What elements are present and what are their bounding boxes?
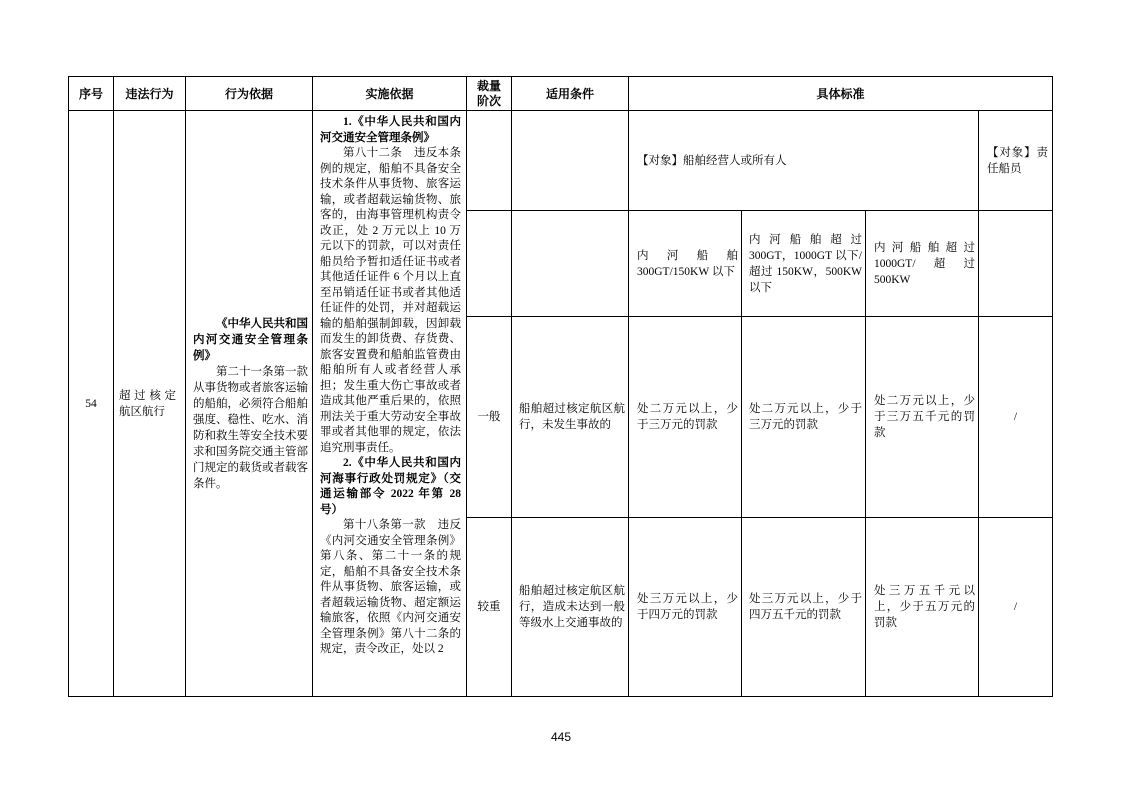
header-implementation: 实施依据 (313, 77, 467, 111)
level-cell-empty (467, 211, 512, 317)
level-cell-empty (467, 111, 512, 211)
crew-cell-empty (979, 211, 1053, 317)
entry-index: 54 (69, 111, 114, 697)
header-level (467, 77, 512, 111)
header-violation: 违法行为 (114, 77, 186, 111)
tonnage-tier-1: 内河船舶 300GT/150KW 以下 (629, 211, 742, 317)
level-general: 一般 (467, 317, 512, 518)
tonnage-tier-3: 内河船舶超过 1000GT/超过 500KW (866, 211, 979, 317)
penalty-serious-tier-2: 处三万元以上，少于四万五千元的罚款 (742, 518, 866, 697)
implementation-content (320, 111, 461, 693)
header-index: 序号 (69, 77, 114, 111)
header-level-line2: 阶次 (476, 93, 501, 108)
header-standard: 具体标准 (629, 77, 1053, 111)
crew-penalty-serious: / (979, 518, 1053, 697)
target-crew: 【对象】责任船员 (979, 111, 1053, 211)
tonnage-tier-2: 内河船舶超过300GT，1000GT 以下/超过 150KW，500KW 以下 (742, 211, 866, 317)
header-row (69, 77, 1053, 111)
implementation-cell (313, 111, 467, 697)
target-owner: 【对象】船舶经营人或所有人 (629, 111, 979, 211)
penalty-general-tier-1: 处二万元以上，少于三万元的罚款 (629, 317, 742, 518)
page-number: 445 (550, 730, 572, 744)
implementation-text-1: 第八十二条 违反本条例的规定，船舶不具备安全技术条件从事货物、旅客运输，或者超载运输货物、旅客的，由海事管理机构责令改正，处 2 万元以上 10 万元以下的罚款，可以对责任船员给予暂扣适任证书或者其他适任证件 6 个月以上直至吊销适任证书或者其他适任证件的处罚，并对超载运输的船舶强制卸载，因卸载而发生的卸货费、存货费、旅客安置费和船舶监管费由船舶所有人或者经营人承担；发生重大伤亡事故或者造成其他严重后果的，依照刑法关于重大劳动安全事故罪或者其他罪的规定，依法追究刑事责任。 (320, 147, 461, 454)
header-level-line1: 裁量 (476, 78, 501, 93)
basis-cell (186, 111, 320, 697)
level-serious: 较重 (467, 518, 512, 697)
implementation-title-1: 1.《中华人民共和国内河交通安全管理条例》 (320, 116, 461, 144)
condition-cell-empty (512, 211, 629, 317)
basis-text: 第二十一条第一款 从事货物或者旅客运输的船舶，必须符合船舶强度、稳性、吃水、消防和救生等安全技术要求和国务院交通主管部门规定的载货或者载客条件。 (193, 365, 320, 490)
table-row-targets (69, 111, 1053, 211)
basis-title: 《中华人民共和国内河交通安全管理条例》 (193, 317, 308, 362)
implementation-text-2: 第十八条第一款 违反《内河交通安全管理条例》第八条、第二十一条的规定，船舶不具备安全技术条件从事货物、旅客运输，或者超载运输货物、超定额运输旅客，依照《内河交通安全管理条例》第八十二条的规定，责令改正，处以 2 (320, 519, 461, 655)
condition-general: 船舶超过核定航区航行，未发生事故的 (512, 317, 629, 518)
penalty-serious-tier-3: 处三万五千元以上，少于五万元的罚款 (866, 518, 979, 697)
violation-cell: 超过核定航区航行 (114, 111, 186, 697)
condition-serious: 船舶超过核定航区航行，造成未达到一般等级水上交通事故的 (512, 518, 629, 697)
implementation-title-2: 2.《中华人民共和国内河海事行政处罚规定》（交通运输部令 2022 年第 28 号） (320, 457, 461, 516)
crew-penalty-general: / (979, 317, 1053, 518)
header-condition: 适用条件 (512, 77, 629, 111)
penalty-standard-table (68, 76, 1053, 697)
penalty-serious-tier-1: 处三万元以上，少于四万元的罚款 (629, 518, 742, 697)
header-basis: 行为依据 (186, 77, 313, 111)
condition-cell-empty (512, 111, 629, 211)
penalty-general-tier-2: 处二万元以上，少于三万元的罚款 (742, 317, 866, 518)
penalty-general-tier-3: 处二万元以上，少于三万五千元的罚款 (866, 317, 979, 518)
